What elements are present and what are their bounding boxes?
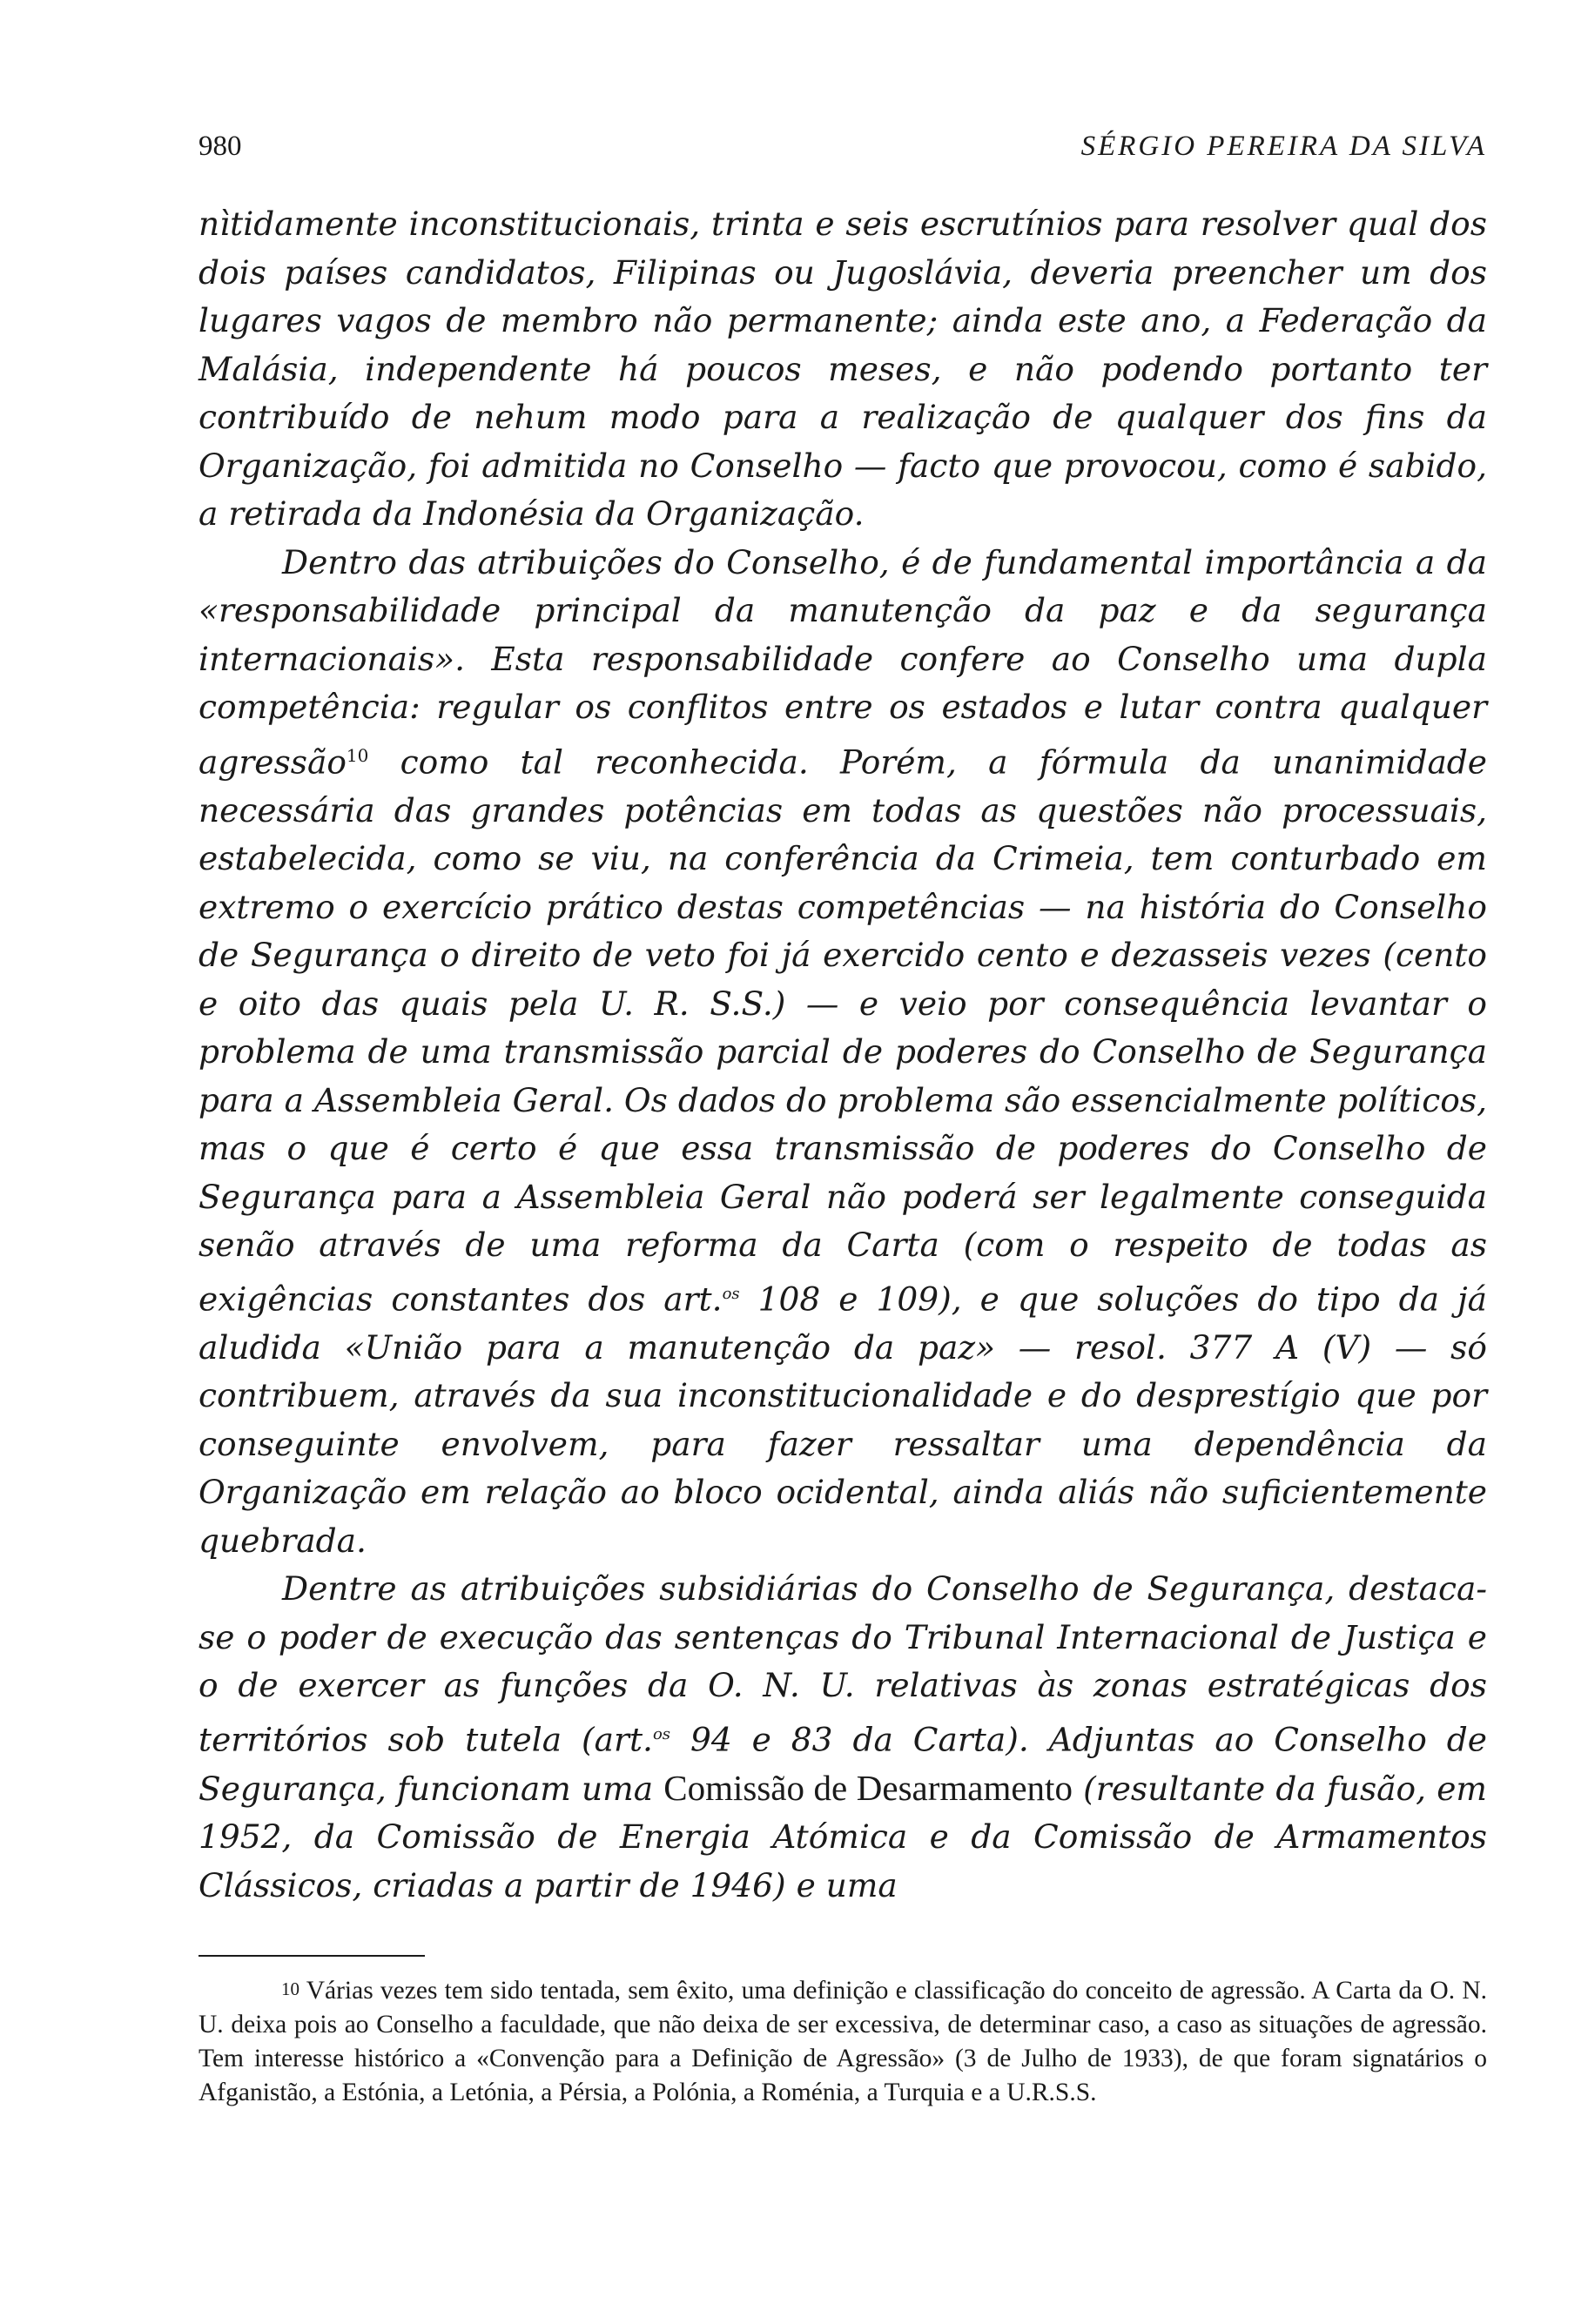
running-head: SÉRGIO PEREIRA DA SILVA [1080,131,1487,162]
page-number: 980 [198,131,242,162]
footnotes [198,1974,1487,2110]
paragraph-text: como tal reconhecida. Porém, a fórmula da unanimidade necessária das grandes potências em todas as questões não processuais, estabelecida, como se viu, na conferência da Crimeia, tem conturbado em extremo o exercício prático destas competências — na história do Conselho de Segurança o direito de veto foi já exercido cento e dezasseis vezes (cento e oito das quais pela U. R. S.S.) — e veio por consequência levantar o problema de uma transmissão parcial de poderes do Conselho de Segurança para a Assembleia Geral. Os dados do problema são essencialmente políticos, mas o que é certo é que essa transmissão de poderes do Conselho de Segurança para a Assembleia Geral não poderá ser legalmente conseguida senão através de uma reforma da Carta (com o respeito de todas as exigências constantes dos art. [198,742,1487,1318]
paragraph [198,1565,1487,1910]
paragraph-text: nìtidamente inconstitucionais, trinta e seis escrutínios para resolver qual dos dois países candidatos, Filipinas ou Jugoslávia, deveria preencher um dos lugares vagos de membro não permanente; ainda este ano, a Federação da Malásia, independente há poucos meses, e não podendo portanto ter contribuído de nehum modo para a realização de qualquer dos fins da Organização, foi admitida no Conselho — facto que provocou, como é sabido, a retirada da Indonésia da Organização. [198,205,1487,533]
roman-phrase: Comissão de Desarmamento [663,1767,1073,1808]
paragraph-text: Dentro das atribuições do Conselho, é de fundamental importância a da «responsabilidade principal da manutenção da paz e da segurança internacionais». Esta responsabilidade confere ao Conselho uma dupla competência: regular os conflitos entre os estados e lutar contra qualquer agressão [198,542,1487,781]
book-page [198,131,1487,2110]
paragraph-text: Dentre as atribuições subsidiárias do Conselho de Segurança, destaca-se o poder de execução das sentenças do Tribunal Internacional de Justiça e o de exercer as funções da O. N. U. relativas às zonas estratégicas dos territórios sob tutela (art. [198,1569,1487,1758]
paragraph [198,200,1487,539]
footnote-divider [198,1955,425,1957]
ordinal-superscript: os [722,1284,740,1303]
paragraph-text: 94 e 83 da Carta). Adjuntas ao Conselho de Segurança, funcionam uma [198,1720,1487,1808]
footnote-number: 10 [281,1978,299,1999]
main-text [198,200,1487,1910]
footnote-reference: 10 [346,744,369,766]
ordinal-superscript: os [652,1724,671,1743]
paragraph-text: (resultante da fusão, em 1952, da Comissão de Energia Atómica e da Comissão de Armamentos Clássicos, criadas a partir de 1946) e uma [198,1769,1487,1904]
footnote [198,1974,1487,2110]
footnote-text: Várias vezes tem sido tentada, sem êxito, uma definição e classificação do conceito de agressão. A Carta da O. N. U. deixa pois ao Conselho a faculdade, que não deixa de ser excessiva, de determinar caso, a caso as situações de agressão. Tem interesse histórico a «Convenção para a Definição de Agressão» (3 de Julho de 1933), de que foram signatários o Afganistão, a Estónia, a Letónia, a Pérsia, a Polónia, a Roménia, a Turquia e a U.R.S.S. [198,1977,1487,2106]
page-header [198,131,1487,200]
paragraph-text: 108 e 109), e que soluções do tipo da já aludida «União para a manutenção da paz» — resol. 377 A (V) — só contribuem, através da sua inconstitucionalidade e do desprestígio que por conseguinte envolvem, para fazer ressaltar uma dependência da Organização em relação ao bloco ocidental, ainda aliás não suficientemente quebrada. [198,1280,1488,1560]
paragraph [198,539,1487,1566]
